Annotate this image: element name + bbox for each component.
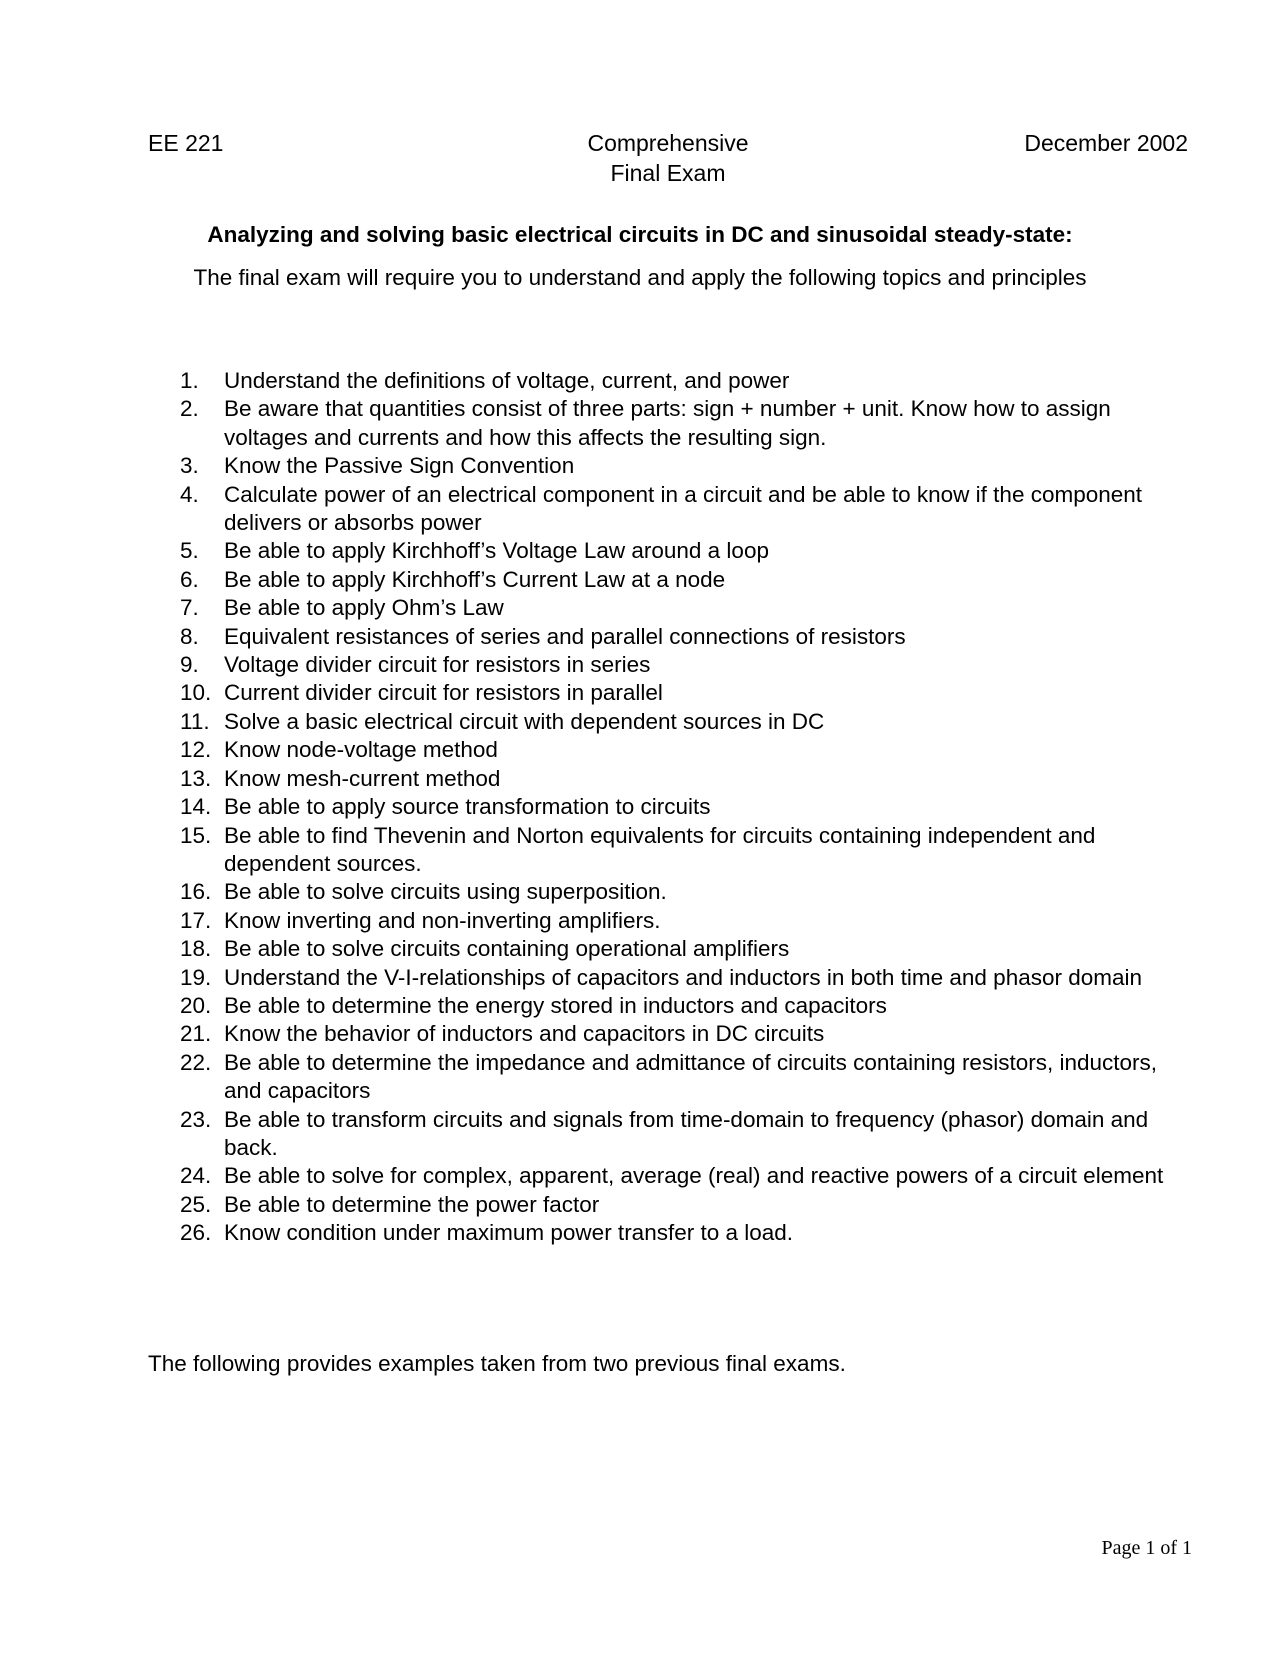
topic-number: 16.: [180, 879, 212, 905]
exam-title-line2: Final Exam: [610, 160, 726, 186]
topic-text: Know inverting and non-inverting amplifiers.: [224, 907, 661, 933]
topic-number: 25.: [180, 1191, 212, 1217]
topic-text: Be able to solve circuits containing operational amplifiers: [224, 936, 790, 962]
topic-number: 9.: [180, 652, 199, 678]
topic-item: [180, 566, 1200, 594]
topic-item: [180, 623, 1200, 651]
topic-text: Know node-voltage method: [224, 737, 498, 763]
topic-item: [180, 935, 1200, 963]
topic-number: 6.: [180, 566, 199, 592]
topic-item: [180, 1162, 1200, 1190]
topic-item: [180, 367, 1200, 395]
topic-text: Be able to find Thevenin and Norton equivalents for circuits containing independent and dependent sources.: [224, 822, 1096, 876]
topic-item: [180, 1191, 1200, 1219]
topic-item: [180, 1049, 1200, 1106]
topic-text: Know the behavior of inductors and capacitors in DC circuits: [224, 1021, 825, 1047]
topic-number: 12.: [180, 737, 212, 763]
topic-text: Be able to solve circuits using superposition.: [224, 879, 667, 905]
topic-text: Be aware that quantities consist of three parts: sign + number + unit. Know how to assign voltages and currents and how this affects the resulting sign.: [224, 396, 1111, 450]
topic-number: 8.: [180, 623, 199, 649]
topic-number: 21.: [180, 1021, 212, 1047]
topic-item: [180, 1106, 1200, 1163]
topic-item: [180, 1020, 1200, 1048]
topic-text: Be able to determine the impedance and admittance of circuits containing resistors, inductors, and capacitors: [224, 1049, 1158, 1104]
topic-text: Be able to determine the power factor: [224, 1191, 600, 1217]
topic-text: Know the Passive Sign Convention: [224, 453, 575, 479]
page-number: Page 1 of 1: [1101, 1537, 1192, 1559]
exam-title-line1: Comprehensive: [587, 130, 749, 156]
topic-item: [180, 452, 1200, 480]
topic-item: [180, 594, 1200, 622]
section-heading: Analyzing and solving basic electrical circuits in DC and sinusoidal steady-state:: [207, 222, 1073, 247]
topic-number: 24.: [180, 1163, 212, 1189]
topic-number: 10.: [180, 680, 212, 706]
topic-item: [180, 793, 1200, 821]
topic-text: Equivalent resistances of series and parallel connections of resistors: [224, 623, 906, 649]
topic-item: [180, 736, 1200, 764]
topic-item: [180, 1219, 1200, 1247]
topic-item: [180, 878, 1200, 906]
topic-number: 7.: [180, 595, 199, 621]
topic-item: [180, 481, 1200, 538]
topic-text: Know condition under maximum power transfer to a load.: [224, 1220, 794, 1246]
topic-text: Voltage divider circuit for resistors in series: [224, 652, 651, 678]
topic-number: 19.: [180, 964, 212, 990]
topic-number: 20.: [180, 992, 212, 1018]
topic-item: [180, 651, 1200, 679]
topic-number: 11.: [180, 708, 210, 734]
topic-number: 17.: [180, 907, 212, 933]
topic-text: Be able to apply source transformation to circuits: [224, 794, 711, 820]
topic-number: 22.: [180, 1049, 212, 1075]
topic-item: [180, 992, 1200, 1020]
topic-item: [180, 537, 1200, 565]
topic-item: [180, 907, 1200, 935]
topic-text: Calculate power of an electrical component in a circuit and be able to know if the component delivers or absorbs power: [224, 481, 1143, 536]
document-header: [148, 128, 1188, 192]
intro-paragraph: The final exam will require you to understand and apply the following topics and principles: [193, 265, 1087, 290]
topic-text: Current divider circuit for resistors in parallel: [224, 680, 663, 706]
topic-item: [180, 395, 1200, 452]
topic-text: Understand the V-I-relationships of capacitors and inductors in both time and phasor domain: [224, 964, 1143, 990]
course-code: EE 221: [148, 130, 224, 156]
topic-number: 23.: [180, 1106, 212, 1132]
topic-item: [180, 679, 1200, 707]
topic-text: Be able to solve for complex, apparent, average (real) and reactive powers of a circuit element: [224, 1163, 1164, 1189]
topic-text: Be able to apply Ohm’s Law: [224, 595, 504, 621]
topic-number: 15.: [180, 822, 212, 848]
topic-text: Be able to transform circuits and signals from time-domain to frequency (phasor) domain and back.: [224, 1106, 1149, 1160]
topic-number: 3.: [180, 453, 199, 479]
topic-item: [180, 765, 1200, 793]
topic-number: 18.: [180, 936, 212, 962]
topic-text: Know mesh-current method: [224, 765, 501, 791]
topic-text: Be able to apply Kirchhoff’s Voltage Law around a loop: [224, 538, 769, 564]
topic-text: Be able to determine the energy stored in inductors and capacitors: [224, 992, 887, 1018]
topic-number: 13.: [180, 765, 212, 791]
topic-number: 4.: [180, 481, 199, 507]
topic-text: Be able to apply Kirchhoff’s Current Law at a node: [224, 566, 726, 592]
topic-number: 14.: [180, 794, 212, 820]
topic-number: 5.: [180, 538, 199, 564]
topic-item: [180, 822, 1200, 879]
topic-text: Understand the definitions of voltage, current, and power: [224, 368, 790, 393]
topic-text: Solve a basic electrical circuit with dependent sources in DC: [224, 708, 825, 734]
topic-item: [180, 708, 1200, 736]
topic-number: 1.: [180, 368, 199, 393]
exam-date: December 2002: [1024, 130, 1188, 156]
topic-item: [180, 964, 1200, 992]
topic-number: 26.: [180, 1220, 212, 1246]
topics-list: [180, 367, 1200, 1248]
closing-paragraph: The following provides examples taken from two previous final exams.: [148, 1351, 846, 1376]
topic-number: 2.: [180, 396, 199, 422]
